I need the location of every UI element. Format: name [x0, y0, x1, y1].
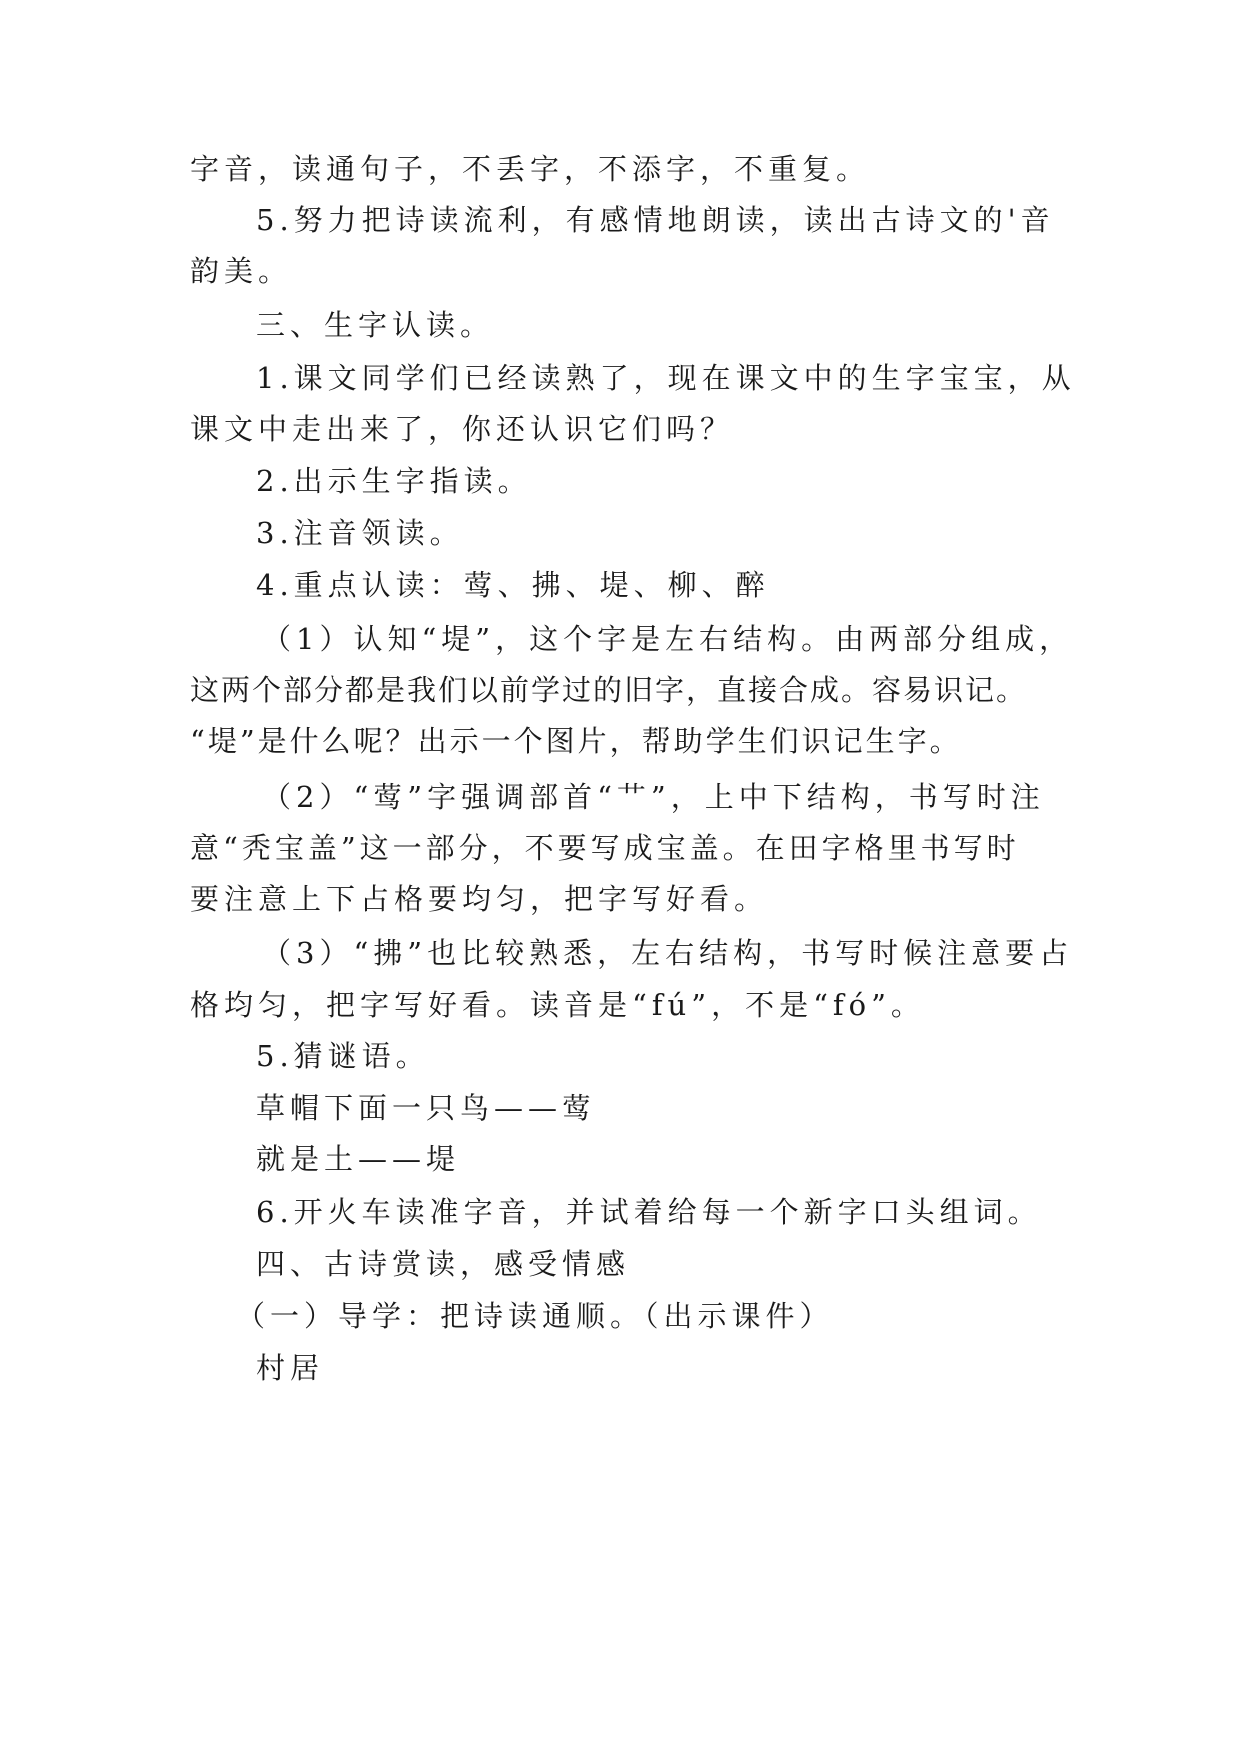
text-line: 5.努力把诗读流利，有感情地朗读，读出古诗文的'音 [256, 203, 1055, 237]
text-line: （一）导学：把诗读通顺。（出示课件） [236, 1299, 834, 1333]
text-line: 3.注音领读。 [256, 516, 464, 550]
text-line: “堤”是什么呢？出示一个图片，帮助学生们识记生字。 [190, 724, 962, 758]
text-line: 韵美。 [190, 254, 293, 288]
text-line: 字音，读通句子，不丢字，不添字，不重复。 [190, 152, 871, 186]
text-line: 4.重点认读：莺、拂、堤、柳、醉 [256, 568, 770, 602]
text-line: 5.猜谜语。 [256, 1039, 430, 1073]
poem-title: 村居 [256, 1351, 325, 1385]
text-line: 草帽下面一只鸟——莺 [256, 1091, 597, 1125]
text-line: 要注意上下占格要均匀，把字写好看。 [190, 882, 769, 916]
text-line: （1）认知“堤”，这个字是左右结构。由两部分组成， [262, 622, 1074, 656]
text-line: 就是土——堤 [256, 1142, 461, 1176]
text-line: 课文中走出来了，你还认识它们吗？ [190, 412, 735, 446]
section-heading: 四、古诗赏读，感受情感 [256, 1247, 631, 1281]
text-line: 1.课文同学们已经读熟了，现在课文中的生字宝宝，从 [256, 361, 1076, 395]
text-line: 6.开火车读准字音，并试着给每一个新字口头组词。 [256, 1195, 1042, 1229]
section-heading: 三、生字认读。 [256, 308, 495, 342]
text-line: 格均匀，把字写好看。读音是“fú”，不是“fó”。 [190, 988, 925, 1022]
text-line: （3）“拂”也比较熟悉，左右结构，书写时候注意要占 [262, 936, 1074, 970]
text-line: 意“秃宝盖”这一部分，不要写成宝盖。在田字格里书写时 [190, 831, 1020, 865]
text-line: 2.出示生字指读。 [256, 464, 532, 498]
text-line: （2）“莺”字强调部首“艹”，上中下结构，书写时注 [262, 780, 1045, 814]
text-line: 这两个部分都是我们以前学过的旧字，直接合成。容易识记。 [190, 673, 1028, 707]
